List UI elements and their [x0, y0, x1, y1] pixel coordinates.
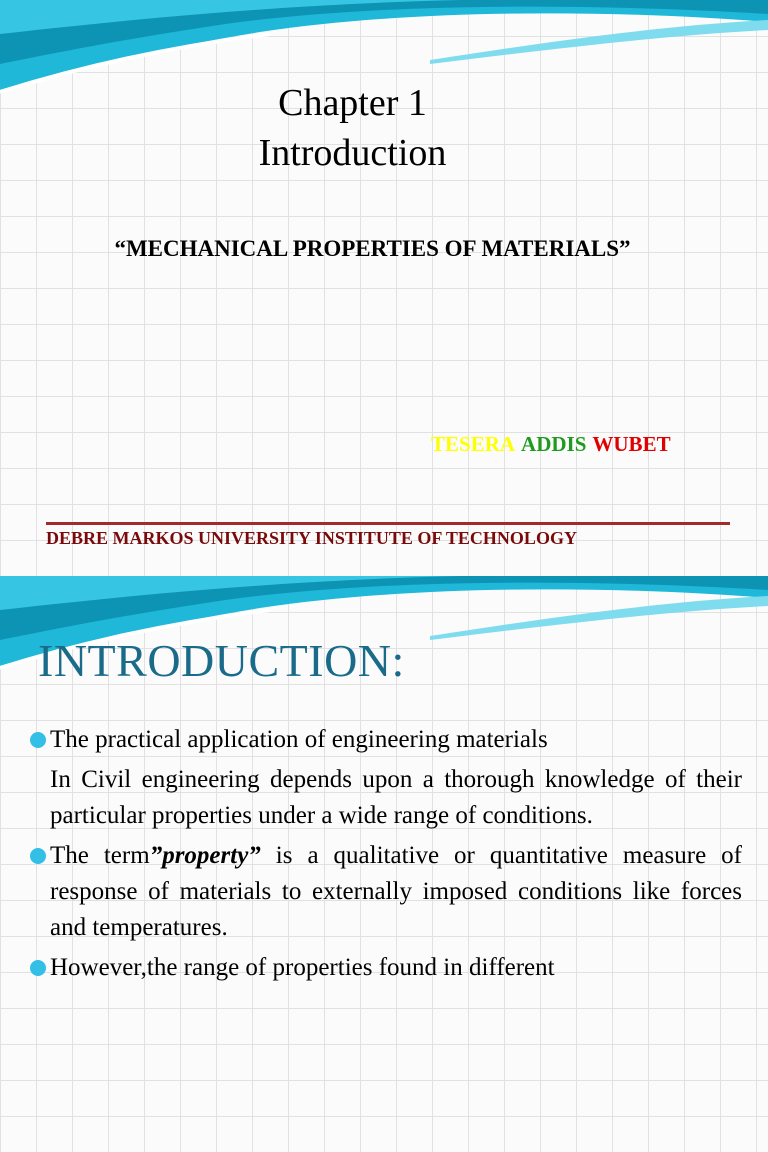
divider-line [46, 522, 730, 525]
close-quote: ” [619, 236, 631, 261]
chapter-number: Chapter 1 [278, 82, 427, 124]
bullet-dot-icon [30, 732, 46, 748]
bullet-item [30, 950, 742, 986]
emphasized-term: ”property” [149, 842, 261, 869]
bullet-list [30, 722, 742, 990]
bullet-text: The practical application of engineering materials [50, 726, 548, 753]
author-name [431, 432, 677, 457]
chapter-name: Introduction [258, 132, 447, 174]
open-quote: “ [114, 236, 126, 261]
bullet-dot-icon [30, 960, 46, 976]
chapter-title [0, 78, 705, 178]
bullet-text: is a qualitative or quantitative measure of response of materials to externally imposed conditions like forces and temperatures. [50, 842, 743, 941]
bullet-text: The term [50, 842, 150, 869]
bullet-dot-icon [30, 848, 46, 864]
bullet-item [30, 722, 742, 758]
slide-heading: INTRODUCTION: [38, 635, 405, 686]
bullet-item [30, 838, 742, 946]
subtitle-text: MECHANICAL PROPERTIES OF MATERIALS [125, 236, 620, 261]
author-last-name: WUBET [592, 432, 671, 456]
bullet-text: However,the range of properties found in different [50, 954, 555, 981]
introduction-slide [0, 576, 768, 1152]
bullet-continuation: In Civil engineering depends upon a thorough knowledge of their particular properties under a wide range of conditions. [50, 766, 742, 829]
author-first-name: TESERA [431, 432, 516, 456]
course-subtitle [0, 236, 745, 262]
institution-name: DEBRE MARKOS UNIVERSITY INSTITUTE OF TECHNOLOGY [46, 528, 577, 548]
author-middle-name: ADDIS [521, 432, 587, 456]
